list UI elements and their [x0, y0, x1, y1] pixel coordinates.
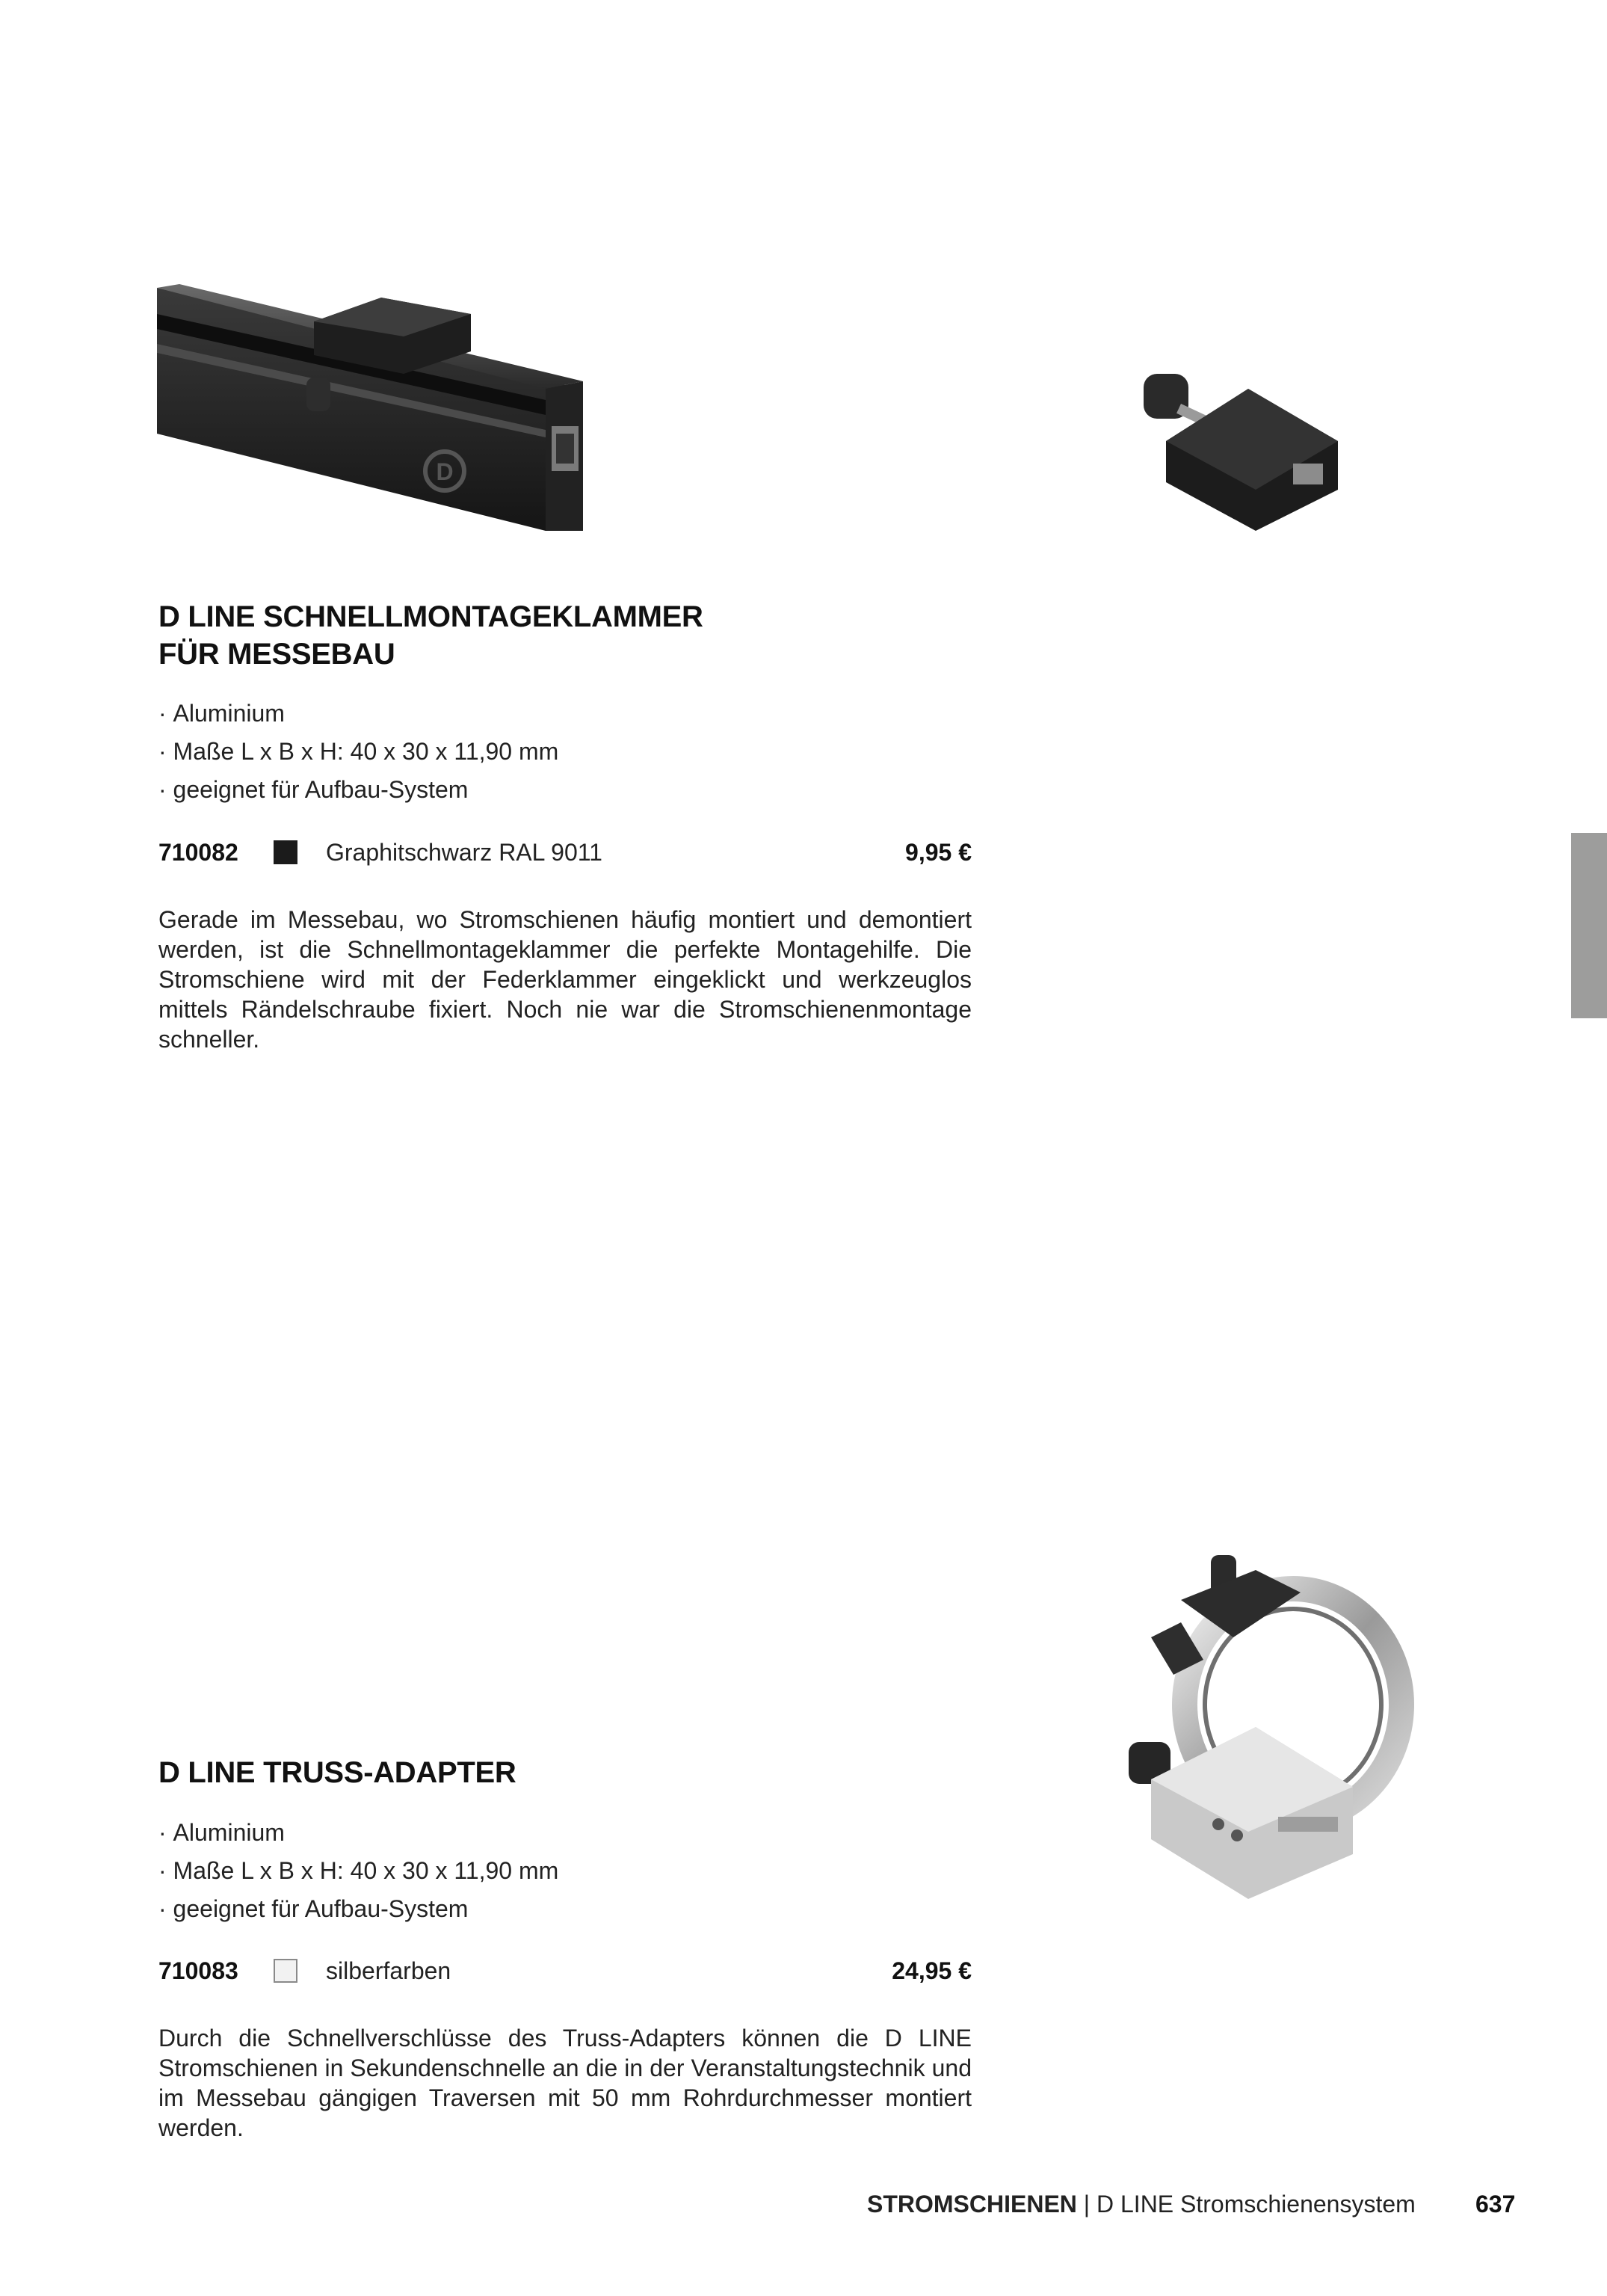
- product-title-line: FÜR MESSEBAU: [158, 638, 395, 671]
- price: 24,95 €: [892, 1957, 972, 1984]
- feature-item: · geeignet für Aufbau-System: [158, 1890, 558, 1928]
- article-number: 710083: [158, 1957, 238, 1984]
- feature-list: [158, 1814, 558, 1928]
- footer-separator: |: [1083, 2191, 1091, 2217]
- feature-item: · Aluminium: [158, 695, 558, 733]
- page-footer: [867, 2191, 1416, 2218]
- feature-item: · Aluminium: [158, 1814, 558, 1852]
- color-name: Graphitschwarz RAL 9011: [326, 839, 602, 866]
- feature-item: · Maße L x B x H: 40 x 30 x 11,90 mm: [158, 1852, 558, 1890]
- rail-with-clamp-image: [157, 284, 583, 531]
- article-number: 710082: [158, 839, 238, 866]
- product-title: [158, 598, 703, 673]
- footer-section: STROMSCHIENEN: [867, 2191, 1077, 2217]
- color-swatch: [274, 840, 297, 864]
- feature-item: · geeignet für Aufbau-System: [158, 771, 558, 809]
- product-title-line: D LINE SCHNELLMONTAGEKLAMMER: [158, 600, 703, 633]
- product-title: [158, 1754, 516, 1791]
- truss-adapter-image: [1106, 1540, 1420, 1899]
- page-number: 637: [1475, 2191, 1516, 2217]
- clamp-image: [1129, 359, 1345, 531]
- feature-item: · Maße L x B x H: 40 x 30 x 11,90 mm: [158, 733, 558, 771]
- product-title-line: D LINE TRUSS-ADAPTER: [158, 1756, 516, 1789]
- section-side-tab: [1571, 833, 1607, 1018]
- product-description: Gerade im Messebau, wo Stromschienen häufig montiert und demontiert werden, ist die Schnellmontageklammer die perfekte Montagehilfe. Die Stromschiene wird mit der Federklammer eingeklickt und werkzeuglos mittels Rändelschraube fixiert. Noch nie war die Stromschienenmontage schneller.: [158, 906, 972, 1053]
- price: 9,95 €: [905, 839, 972, 866]
- color-name: silberfarben: [326, 1957, 451, 1984]
- footer-subtitle: D LINE Stromschienensystem: [1096, 2191, 1416, 2217]
- svg-text:D: D: [436, 458, 454, 485]
- feature-list: [158, 695, 558, 809]
- color-swatch: [274, 1959, 297, 1983]
- product-description: Durch die Schnellverschlüsse des Truss-Adapters können die D LINE Stromschienen in Sekundenschnelle an die in der Veranstaltungstechnik und im Messebau gängigen Traversen mit 50 mm Rohrdurchmesser montiert werden.: [158, 2025, 972, 2141]
